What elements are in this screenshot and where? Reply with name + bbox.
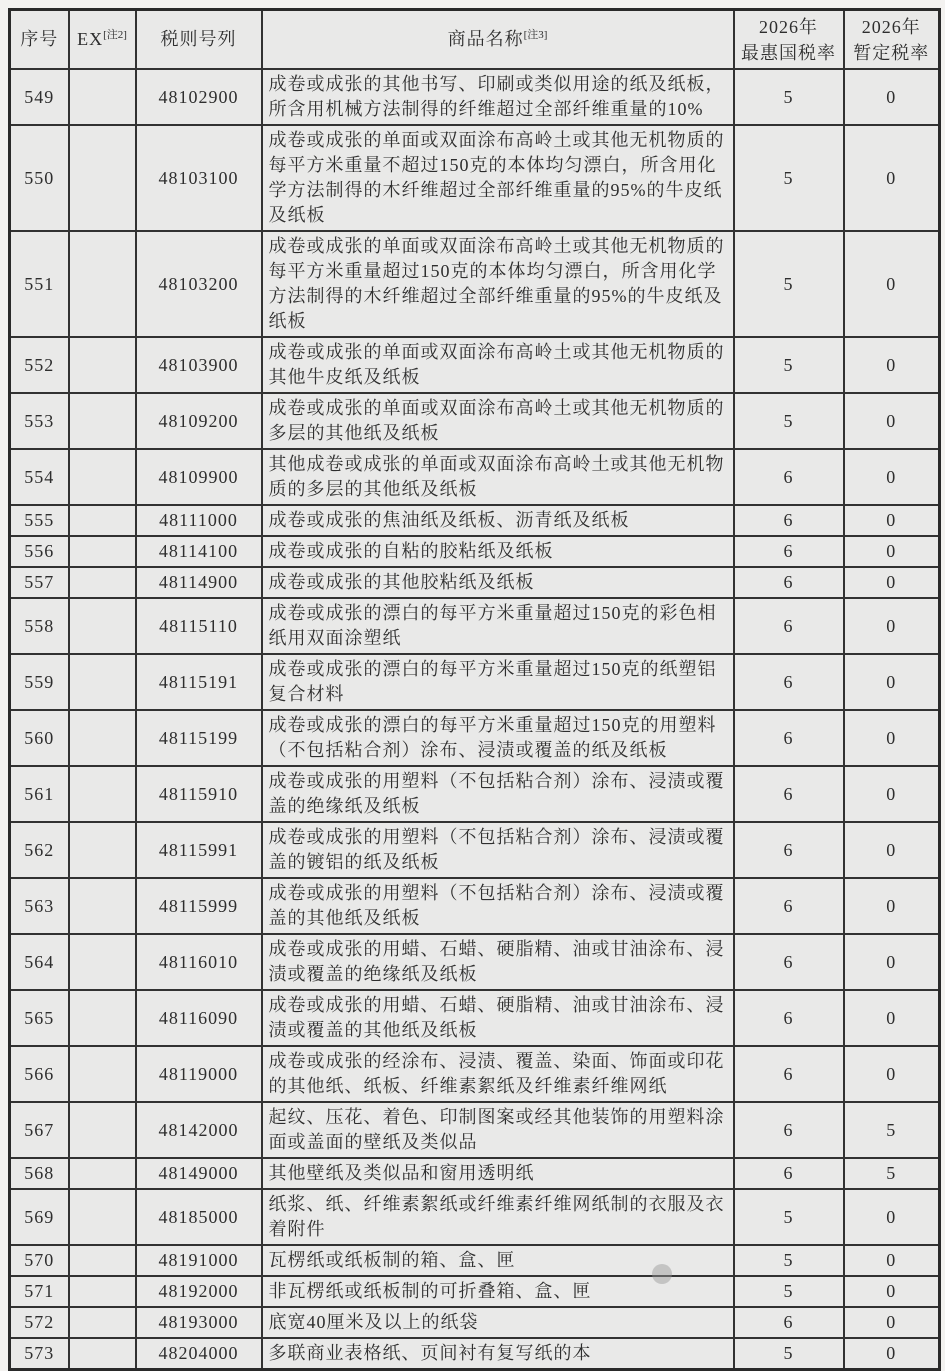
table-row (10, 934, 940, 990)
header-tariff-code (136, 10, 262, 70)
cell-ex (69, 1158, 136, 1189)
cell-provisional-rate: 0 (844, 125, 940, 231)
cell-tariff-code: 48103200 (136, 231, 262, 337)
cell-provisional-rate: 0 (844, 766, 940, 822)
table-row (10, 1245, 940, 1276)
cell-serial-number: 570 (10, 1245, 69, 1276)
cell-provisional-rate: 5 (844, 1158, 940, 1189)
table-row (10, 822, 940, 878)
cell-ex (69, 567, 136, 598)
cell-product-name: 成卷或成张的单面或双面涂布高岭土或其他无机物质的每平方米重量不超过150克的本体均匀漂白，所含用化学方法制得的木纤维超过全部纤维重量的95%的牛皮纸及纸板 (262, 125, 734, 231)
cell-tariff-code: 48103100 (136, 125, 262, 231)
cell-serial-number: 558 (10, 598, 69, 654)
cell-tariff-code: 48115199 (136, 710, 262, 766)
cell-serial-number: 560 (10, 710, 69, 766)
cell-tariff-code: 48185000 (136, 1189, 262, 1245)
cell-provisional-rate: 0 (844, 393, 940, 449)
cell-tariff-code: 48109900 (136, 449, 262, 505)
watermark-dot (652, 1264, 672, 1284)
cell-serial-number: 554 (10, 449, 69, 505)
cell-serial-number: 568 (10, 1158, 69, 1189)
cell-ex (69, 69, 136, 125)
cell-ex (69, 654, 136, 710)
cell-mfn-rate: 6 (734, 1102, 844, 1158)
cell-serial-number: 563 (10, 878, 69, 934)
cell-provisional-rate: 0 (844, 536, 940, 567)
cell-mfn-rate: 6 (734, 990, 844, 1046)
cell-mfn-rate: 5 (734, 1276, 844, 1307)
cell-product-name: 底宽40厘米及以上的纸袋 (262, 1307, 734, 1338)
cell-tariff-code: 48103900 (136, 337, 262, 393)
table-row (10, 449, 940, 505)
cell-serial-number: 550 (10, 125, 69, 231)
header-product-name (262, 10, 734, 70)
cell-product-name: 非瓦楞纸或纸板制的可折叠箱、盒、匣 (262, 1276, 734, 1307)
cell-ex (69, 934, 136, 990)
cell-provisional-rate: 0 (844, 1307, 940, 1338)
cell-provisional-rate: 0 (844, 990, 940, 1046)
cell-serial-number: 551 (10, 231, 69, 337)
cell-tariff-code: 48115910 (136, 766, 262, 822)
table-row (10, 69, 940, 125)
header-product-name-label: 商品名称 (447, 29, 524, 49)
cell-serial-number: 549 (10, 69, 69, 125)
cell-tariff-code: 48114900 (136, 567, 262, 598)
cell-ex (69, 598, 136, 654)
cell-tariff-code: 48115991 (136, 822, 262, 878)
cell-product-name: 成卷或成张的焦油纸及纸板、沥青纸及纸板 (262, 505, 734, 536)
cell-product-name: 起纹、压花、着色、印制图案或经其他装饰的用塑料涂面或盖面的壁纸及类似品 (262, 1102, 734, 1158)
cell-serial-number: 567 (10, 1102, 69, 1158)
table-row (10, 766, 940, 822)
cell-mfn-rate: 5 (734, 393, 844, 449)
cell-tariff-code: 48193000 (136, 1307, 262, 1338)
cell-provisional-rate: 0 (844, 449, 940, 505)
table-row (10, 598, 940, 654)
cell-ex (69, 1046, 136, 1102)
cell-mfn-rate: 5 (734, 1245, 844, 1276)
cell-tariff-code: 48119000 (136, 1046, 262, 1102)
cell-provisional-rate: 0 (844, 822, 940, 878)
cell-serial-number: 553 (10, 393, 69, 449)
cell-serial-number: 569 (10, 1189, 69, 1245)
cell-product-name: 成卷或成张的用塑料（不包括粘合剂）涂布、浸渍或覆盖的绝缘纸及纸板 (262, 766, 734, 822)
cell-mfn-rate: 6 (734, 1158, 844, 1189)
cell-mfn-rate: 6 (734, 598, 844, 654)
cell-ex (69, 337, 136, 393)
cell-provisional-rate: 0 (844, 337, 940, 393)
cell-ex (69, 231, 136, 337)
cell-serial-number: 564 (10, 934, 69, 990)
cell-serial-number: 561 (10, 766, 69, 822)
cell-ex (69, 1307, 136, 1338)
cell-tariff-code: 48116090 (136, 990, 262, 1046)
cell-ex (69, 1245, 136, 1276)
cell-provisional-rate: 0 (844, 1046, 940, 1102)
cell-mfn-rate: 6 (734, 567, 844, 598)
cell-tariff-code: 48115191 (136, 654, 262, 710)
header-mfn-year: 2026年 (759, 16, 818, 37)
cell-serial-number: 566 (10, 1046, 69, 1102)
table-row (10, 393, 940, 449)
table-row (10, 1307, 940, 1338)
header-serial-label: 序号 (20, 29, 59, 49)
cell-product-name: 成卷或成张的用蜡、石蜡、硬脂精、油或甘油涂布、浸渍或覆盖的其他纸及纸板 (262, 990, 734, 1046)
cell-mfn-rate: 6 (734, 1307, 844, 1338)
cell-provisional-rate: 0 (844, 505, 940, 536)
cell-serial-number: 571 (10, 1276, 69, 1307)
cell-provisional-rate: 0 (844, 934, 940, 990)
cell-mfn-rate: 6 (734, 505, 844, 536)
cell-tariff-code: 48192000 (136, 1276, 262, 1307)
cell-ex (69, 710, 136, 766)
cell-mfn-rate: 6 (734, 654, 844, 710)
cell-provisional-rate: 0 (844, 69, 940, 125)
cell-product-name: 成卷或成张的漂白的每平方米重量超过150克的纸塑铝复合材料 (262, 654, 734, 710)
cell-product-name: 成卷或成张的其他书写、印刷或类似用途的纸及纸板，所含用机械方法制得的纤维超过全部纤维重量的10% (262, 69, 734, 125)
cell-ex (69, 822, 136, 878)
cell-ex (69, 449, 136, 505)
cell-product-name: 成卷或成张的用蜡、石蜡、硬脂精、油或甘油涂布、浸渍或覆盖的绝缘纸及纸板 (262, 934, 734, 990)
cell-ex (69, 536, 136, 567)
cell-provisional-rate: 0 (844, 1189, 940, 1245)
cell-tariff-code: 48191000 (136, 1245, 262, 1276)
cell-product-name: 成卷或成张的经涂布、浸渍、覆盖、染面、饰面或印花的其他纸、纸板、纤维素絮纸及纤维素纤维网纸 (262, 1046, 734, 1102)
cell-tariff-code: 48111000 (136, 505, 262, 536)
cell-serial-number: 572 (10, 1307, 69, 1338)
cell-product-name: 其他壁纸及类似品和窗用透明纸 (262, 1158, 734, 1189)
cell-mfn-rate: 5 (734, 1189, 844, 1245)
table-row (10, 1189, 940, 1245)
cell-ex (69, 125, 136, 231)
cell-tariff-code: 48102900 (136, 69, 262, 125)
cell-product-name: 纸浆、纸、纤维素絮纸或纤维素纤维网纸制的衣服及衣着附件 (262, 1189, 734, 1245)
cell-provisional-rate: 0 (844, 1276, 940, 1307)
cell-ex (69, 990, 136, 1046)
cell-mfn-rate: 5 (734, 69, 844, 125)
cell-product-name: 成卷或成张的漂白的每平方米重量超过150克的彩色相纸用双面涂塑纸 (262, 598, 734, 654)
cell-serial-number: 573 (10, 1338, 69, 1370)
cell-mfn-rate: 5 (734, 231, 844, 337)
header-mfn-label: 最惠国税率 (741, 42, 836, 63)
header-ex-note: [注2] (103, 29, 127, 41)
table-row (10, 710, 940, 766)
cell-mfn-rate: 6 (734, 822, 844, 878)
table-row (10, 990, 940, 1046)
cell-ex (69, 393, 136, 449)
cell-tariff-code: 48114100 (136, 536, 262, 567)
header-serial-number (10, 10, 69, 70)
header-provisional-rate-2026 (844, 10, 940, 70)
table-row (10, 125, 940, 231)
cell-tariff-code: 48115999 (136, 878, 262, 934)
cell-mfn-rate: 6 (734, 710, 844, 766)
cell-serial-number: 559 (10, 654, 69, 710)
cell-provisional-rate: 0 (844, 654, 940, 710)
cell-ex (69, 505, 136, 536)
cell-product-name: 其他成卷或成张的单面或双面涂布高岭土或其他无机物质的多层的其他纸及纸板 (262, 449, 734, 505)
cell-mfn-rate: 6 (734, 766, 844, 822)
table-row (10, 1338, 940, 1370)
cell-tariff-code: 48116010 (136, 934, 262, 990)
cell-product-name: 成卷或成张的单面或双面涂布高岭土或其他无机物质的其他牛皮纸及纸板 (262, 337, 734, 393)
cell-mfn-rate: 6 (734, 878, 844, 934)
cell-serial-number: 552 (10, 337, 69, 393)
cell-serial-number: 556 (10, 536, 69, 567)
cell-product-name: 成卷或成张的单面或双面涂布高岭土或其他无机物质的多层的其他纸及纸板 (262, 393, 734, 449)
cell-mfn-rate: 6 (734, 934, 844, 990)
header-provisional-label: 暂定税率 (853, 42, 930, 63)
cell-mfn-rate: 5 (734, 337, 844, 393)
tariff-table (8, 8, 941, 1371)
table-row (10, 231, 940, 337)
cell-ex (69, 1102, 136, 1158)
cell-product-name: 成卷或成张的自粘的胶粘纸及纸板 (262, 536, 734, 567)
header-product-name-note: [注3] (523, 29, 548, 41)
table-row (10, 878, 940, 934)
cell-product-name: 成卷或成张的单面或双面涂布高岭土或其他无机物质的每平方米重量超过150克的本体均匀漂白，所含用化学方法制得的木纤维超过全部纤维重量的95%的牛皮纸及纸板 (262, 231, 734, 337)
cell-product-name: 成卷或成张的漂白的每平方米重量超过150克的用塑料（不包括粘合剂）涂布、浸渍或覆盖的纸及纸板 (262, 710, 734, 766)
cell-provisional-rate: 0 (844, 567, 940, 598)
cell-provisional-rate: 0 (844, 878, 940, 934)
cell-provisional-rate: 0 (844, 231, 940, 337)
cell-ex (69, 1338, 136, 1370)
cell-ex (69, 1276, 136, 1307)
table-row (10, 1276, 940, 1307)
cell-provisional-rate: 0 (844, 1245, 940, 1276)
table-row (10, 337, 940, 393)
cell-product-name: 成卷或成张的用塑料（不包括粘合剂）涂布、浸渍或覆盖的其他纸及纸板 (262, 878, 734, 934)
table-row (10, 536, 940, 567)
cell-mfn-rate: 5 (734, 1338, 844, 1370)
cell-product-name: 成卷或成张的用塑料（不包括粘合剂）涂布、浸渍或覆盖的镀铝的纸及纸板 (262, 822, 734, 878)
cell-provisional-rate: 0 (844, 1338, 940, 1370)
cell-mfn-rate: 6 (734, 449, 844, 505)
header-ex-label: EX (77, 29, 104, 49)
table-row (10, 1102, 940, 1158)
table-row (10, 1158, 940, 1189)
cell-provisional-rate: 5 (844, 1102, 940, 1158)
cell-mfn-rate: 6 (734, 1046, 844, 1102)
cell-provisional-rate: 0 (844, 598, 940, 654)
table-row (10, 1046, 940, 1102)
cell-product-name: 成卷或成张的其他胶粘纸及纸板 (262, 567, 734, 598)
cell-tariff-code: 48142000 (136, 1102, 262, 1158)
cell-tariff-code: 48204000 (136, 1338, 262, 1370)
header-ex (69, 10, 136, 70)
cell-product-name: 瓦楞纸或纸板制的箱、盒、匣 (262, 1245, 734, 1276)
header-row (10, 10, 940, 70)
table-row (10, 505, 940, 536)
cell-tariff-code: 48109200 (136, 393, 262, 449)
cell-serial-number: 557 (10, 567, 69, 598)
cell-tariff-code: 48149000 (136, 1158, 262, 1189)
table-row (10, 567, 940, 598)
cell-ex (69, 1189, 136, 1245)
table-row (10, 654, 940, 710)
cell-ex (69, 766, 136, 822)
cell-provisional-rate: 0 (844, 710, 940, 766)
cell-ex (69, 878, 136, 934)
cell-product-name: 多联商业表格纸、页间衬有复写纸的本 (262, 1338, 734, 1370)
header-provisional-year: 2026年 (861, 16, 921, 37)
cell-mfn-rate: 6 (734, 536, 844, 567)
cell-mfn-rate: 5 (734, 125, 844, 231)
cell-tariff-code: 48115110 (136, 598, 262, 654)
header-tariff-code-label: 税则号列 (160, 29, 237, 49)
cell-serial-number: 565 (10, 990, 69, 1046)
header-mfn-rate-2026 (734, 10, 844, 70)
cell-serial-number: 555 (10, 505, 69, 536)
cell-serial-number: 562 (10, 822, 69, 878)
